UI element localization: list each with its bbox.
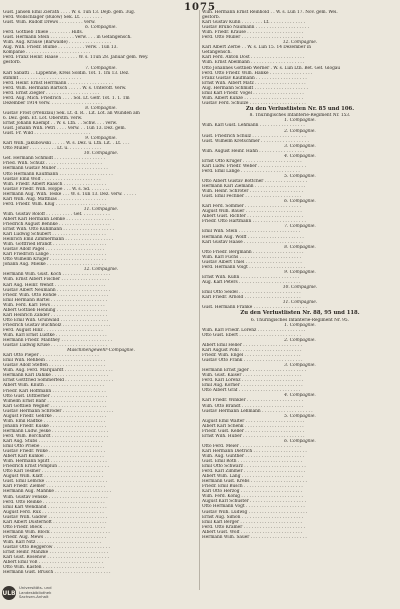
casualty-entry: Karl Wilh. Jakubowski . . . . . W. s. Dez. u. Ltn. Lit. . Lt. . . .	[3, 141, 130, 147]
casualty-entry: Wilh. Aug. Krause (Bärwalde) . . . . . . . . . . . . . . . .	[3, 40, 112, 46]
company-heading: 1. Compagnie.	[284, 322, 316, 328]
casualty-entry: Hermann Gust. Krebs . . . . . . . . . . . . . . . . . . . . .	[202, 479, 307, 485]
casualty-entry: Friedr. Wilh. Engel . . . . . . . . . . . . . . . . . . . . .	[202, 353, 301, 359]
casualty-entry: Friedr. Wilh. Otto Rohde . . . . . . . . . . . . . . . . . . .	[3, 292, 109, 298]
casualty-entry: Karl Albert Düsterhöft . . . . . . . . . . . . . . . . . . . .	[3, 519, 107, 525]
company-heading: 12. Compagnie.	[83, 267, 119, 273]
casualty-entry: Franz Gustav Kaufmann . . . . . . . . . . . . . . . . . . .	[202, 75, 307, 81]
casualty-entry: Otto Müller . . . . . . . . . . Lt. u. . . . . . . . . . . . .	[3, 146, 102, 152]
casualty-entry: Gust. Emil Lemcke . . . . . . . . . . . . . . . . . . . . . . .	[3, 479, 108, 485]
casualty-entry: Karl Sabatti . . Lippehne, Kreis Soldin. Tot. 1. 1m 13. Dez.	[3, 70, 130, 76]
casualty-entry: Gustav Frost (Prenzlau) Sek. Lt. d. R. . Lit. Lot. an Wunden am	[3, 110, 140, 116]
casualty-entry: Wilh. Heinr. Schröter . . . . . . . . . . . . . . . . . . . .	[202, 189, 304, 195]
casualty-entry: Otto Albert Graf . . . . . . . . . . . . . . . . . . . . . . .	[202, 388, 301, 394]
casualty-entry: Gef. Hermann Schmidt . . . . . . . . . . . . . . . . . . .	[3, 156, 105, 162]
casualty-entry: Wilh. Ferd. Karl Tews . . . . . . . . . . . . . . . . . . . .	[3, 302, 105, 308]
casualty-entry: Wilh. Ferd. König . . . . . . . . . . . . . . . . . . . . . . .	[202, 494, 303, 500]
company-heading: 10. Compagnie.	[282, 284, 318, 290]
casualty-entry: Wilh. Friedr. Albert Raasch . . . . . . . . . . . . . . . .	[3, 181, 107, 187]
regiment-heading: 8. Thüringisches Infanterie-Regiment Nr. 153.	[249, 113, 351, 119]
casualty-entry: gestorb.	[202, 15, 220, 21]
casualty-entry: Ferd. Otto Müller . . . . . . . . . . . . . . . . . . . . . . .	[202, 35, 304, 41]
casualty-entry: Gustav Bruno Naumann . . . . . . . . . . . . . . . . . . . .	[202, 25, 310, 31]
casualty-entry: Wilh. Karl Friedr. Lorenz . . . . . . . . . . . . . . . . . .	[202, 327, 306, 333]
casualty-entry: Otto Ferd. Meier . . . . . . . . . . . . . . . . . . . . . . .	[202, 443, 302, 449]
company-heading: 11. Compagnie.	[282, 300, 318, 306]
company-heading: 1. Compagnie.	[284, 118, 316, 124]
casualty-entry: Hermann Aug. Mahnke . . . . . . . . . . . . . . . . . . . . .	[3, 489, 112, 495]
casualty-entry: Hermann Wilh. Block . . . . . . . . . . . . . . . . . . . . . .	[3, 529, 110, 535]
casualty-entry: Friedr. Gust. Keller . . . . . . . . . . . . . . . . . . . . . .	[202, 428, 304, 434]
casualty-entry: Wilh. Karl Nitz . . . . . . . . . . . . . . . . . . . . . . . .	[3, 539, 101, 545]
casualty-entry: Gust. Wilhelm Kretschmer . . . . . . . . . . . . . . . . . .	[202, 138, 309, 144]
casualty-entry: Hermann Aug. Wilh. Teske . . . W. s. 1un 13. Dez. verw. . . . . .	[3, 191, 137, 197]
casualty-entry: Ferd. Franz Heinr. Haase . . . . . . . W. s. 11un 28. Januar gem. Wey.	[3, 55, 149, 61]
casualty-entry: Wilh. Ernst Albert Fischer . . . . . . . . . . . . . . . . . .	[3, 277, 110, 283]
company-heading: 11. Compagnie.	[83, 206, 119, 212]
casualty-entry: Karl Gust. Rosenow . . . . . . . . . . . . . . . . . . . . . . .	[3, 555, 109, 561]
left-column	[3, 10, 199, 595]
casualty-entry: Johann Aug. Mielke . . . . . . . . . . . . . . . . . . . . .	[3, 262, 104, 268]
casualty-entry: Karl Wilh. Aug. Matthias . . . . . . . . . . . . . . . . . .	[3, 196, 107, 202]
casualty-entry: 6. Dez. gem. Et. Lot. Oberstm. verw.	[3, 115, 83, 121]
casualty-entry: Friedr. Emil Busch . . . . . . . . . . . . . . . . . . . . . .	[202, 484, 303, 490]
company-heading: 9. Compagnie.	[85, 136, 117, 142]
casualty-entry: Ferd. Wilh. Hermann Bartsch . . . . . W. s. Unteroff. Verw.	[3, 85, 127, 91]
casualty-entry: Karl Ferd. Anton Dost . . . . . . . . . . . . . . . . . . . .	[202, 55, 305, 61]
casualty-entry: Karl Friedrich Lange . . . . . . . . . . . . . . . . . . . . .	[3, 252, 107, 258]
casualty-entry: Otto Albert Gustav Böttcher . . . . . . . . . . . . . . . .	[202, 179, 308, 184]
casualty-entry: Wilh. Aug. Ferd. Marquardt . . . . . . . . . . . . . . . . . .	[3, 368, 113, 374]
casualty-entry: Emil Aug. Körner . . . . . . . . . . . . . . . . . . . . . . .	[202, 383, 303, 389]
section-heading: Zu den Verlustlisten Nr. 85 und 106.	[245, 105, 355, 112]
casualty-entry: Ferd. Hermann Voigt . . . . . . . . . . . . . . . . . . . . .	[202, 264, 306, 270]
casualty-entry: Wilh. Gottfried Brandt . . . . . . . . . . . . . . . . . . . .	[3, 242, 107, 248]
casualty-entry: Wilh. August Heinr. Hahn . . . . . . . . . . . . . . . . .	[202, 148, 305, 154]
company-heading: 2. Compagnie.	[284, 337, 316, 343]
casualty-entry: Wilh. Gustav Fenske . . . . . . . . . . . . . . . . . . . . . .	[3, 494, 108, 500]
casualty-entry: Karl Friedr. Winkler . . . . . . . . . . . . . . . . . . . . .	[202, 398, 304, 404]
casualty-entry: Ferd. Wilh. Borchardt . . . . . . . . . . . . . . . . . . . . .	[3, 433, 108, 439]
casualty-entry: Friedrich Gustav Buchholz . . . . . . . . . . . . . . . . . .	[3, 322, 111, 328]
library-logo-icon: ULB	[2, 586, 16, 600]
casualty-entry: Albert Wilh. Knuth . . . . . . . . . . . . . . . . . . . . . .	[3, 383, 104, 389]
casualty-entry: Ernst Heinr. Manzke . . . . . . . . . . . . . . . . . . . . . .	[3, 550, 109, 556]
casualty-entry: Gustav Ferd. Schulze . . . . . . . . . . . . . . . . . . . . .	[202, 100, 306, 106]
casualty-entry: Emil Karl Berger . . . . . . . . . . . . . . . . . . . . . . .	[202, 519, 302, 525]
casualty-entry: Wilh. Hermann Ernst Reinhold . . W. s. Lun 17. Nov. gem. Wei.	[202, 10, 338, 15]
casualty-entry: Karl Otto Pieper . . . . . . . . . . . . . . . . . . . . . .	[3, 353, 99, 359]
casualty-entry: Wilh. Karl Gust. Lehmann . . . . . . . . . . . . . . . . .	[202, 123, 305, 129]
library-name-line: Universitäts- und	[19, 585, 52, 591]
casualty-entry: Gust. Hermann Stein . . . . . . . . . Verw. . . . in Gefangensch.	[3, 35, 132, 41]
casualty-entry: Gustav Adolf Pagel . . . . . . . . . . . . . . . . . . . . . .	[3, 247, 105, 253]
casualty-entry: Hermann Karl Ziemann . . . . . . . . . . . . . . . . . . .	[202, 184, 306, 190]
casualty-entry: Karl Albert Zerbe . . W. s. Lun 15. 14 Dezember in	[202, 45, 312, 51]
casualty-entry: Karl Gustav Kühn . . . . . . . . Lt. . . . . . . . . . . . . .	[202, 20, 306, 26]
casualty-entry: Gustav Friedr. Wilke . . . . . . . . . . . . . . . . . . . . .	[3, 449, 106, 455]
casualty-entry: Wilh. Ernst Abelmann . . . . . . . . . . . . . . . . . . . .	[202, 60, 305, 66]
casualty-entry: Wilhelm Ernst Bahr . . . . . . . . . . . . . . . . . . . . . .	[3, 398, 107, 404]
casualty-entry: Friedr. Otto Hartmann . . . . . . . . . . . . . . . . . . . .	[202, 219, 306, 225]
casualty-entry: Emil Otto Schwarz . . . . . . . . . . . . . . . . . . . . . . .	[202, 464, 306, 470]
casualty-entry: Gust. Fr. Wild . . . . . . . . . . . . . . . . . . . . .	[3, 131, 91, 137]
casualty-entry: Karl Ludwig Schubert . . . . . . . . . . . . . . . . . . . .	[3, 232, 106, 238]
casualty-entry: Emil Karl Wendland . . . . . . . . . . . . . . . . . . . . . .	[3, 504, 107, 510]
casualty-entry: Hermann Ernst Jäger . . . . . . . . . . . . . . . . . . . . .	[202, 368, 307, 374]
casualty-entry: Karl Heinrich Zander . . . . . . . . . . . . . . . . . . . . .	[3, 312, 107, 318]
casualty-entry: Wilh. Hermann Splitt . . . . . . . . . . . . . . . . . . . . .	[3, 459, 107, 465]
casualty-entry: Otto Wilhelm Krüger . . . . . . . . . . . . . . . . . . . . .	[3, 257, 106, 263]
company-heading: 7. Compagnie.	[284, 224, 316, 230]
casualty-entry: Aug. Karl Peters . . . . . . . . . . . . . . . . . . . . . . .	[202, 279, 301, 285]
casualty-entry: Ernst Johann Kaempf . . W. s. Ltn. . . Schw. . . . verw.	[3, 121, 118, 127]
casualty-entry: Wilh. Otto Brandt . . . . . . . . . . . . . . . . . . . . . . .	[202, 403, 304, 409]
casualty-entry: Aug. Hermann Schmidt . . . . . . . . . . . . . . . . . . . .	[202, 85, 308, 91]
casualty-entry: Wilh. Aug. Günther . . . . . . . . . . . . . . . . . . . . . .	[202, 453, 305, 459]
casualty-entry: Hermann Gustav Müller . . . . . . . . . . . . . . . . . . .	[3, 166, 108, 172]
casualty-entry: Gustav Albert Thiel . . . . . . . . . . . . . . . . . . . . .	[202, 259, 302, 265]
casualty-entry: Gust. Wilh. Rudolf Drews . . . . . . . . . verw.	[3, 20, 96, 26]
casualty-entry: Ernst Wilh. Otto Kuhlmann . . . . . . . . . . . . . . . . . . .	[3, 227, 114, 233]
company-heading: 8. Compagnie.	[284, 244, 316, 250]
casualty-entry: Emil Wilh. Stein . . . . . . . . . . . . . . . . . . . . . . .	[202, 229, 301, 235]
casualty-entry: Albert Emil Voß . . . . . . . . . . . . . . . . . . . . . . . .	[3, 560, 103, 566]
casualty-entry: Hermann Wilh. Sauer . . . . . . . . . . . . . . . . . . . . .	[202, 534, 307, 540]
casualty-entry: Karl Friedr. Arnold . . . . . . . . . . . . . . . . . . . . .	[202, 295, 301, 301]
casualty-entry: Gustav Emil Wolf . . . . . . . . . . . . . . . . . . . . . .	[3, 176, 101, 182]
casualty-entry: Gustav Ludwig Kruse . . . . . . . . . . . . . . . . . . . . .	[3, 343, 108, 349]
casualty-entry: Hermann Friedr. Manthey . . . . . . . . . . . . . . . . . . .	[3, 338, 112, 344]
casualty-entry: August Ferd. Rux . . . . . . . . . . . . . . . . . . . . . . .	[3, 509, 104, 515]
casualty-entry: Gust. Emil Roth . . . . . . . . . . . . . . . . . . . . . . . .	[202, 459, 303, 465]
casualty-entry: Wilh. Gust. Kaiser . . . . . . . . . . . . . . . . . . . . . .	[202, 373, 302, 379]
casualty-entry: Otto Friedr. Bleck . . . . . . . . . . . . . . . . . . . . . . .	[3, 524, 105, 530]
section-heading: Zu den Verlustlisten Nr. 88, 95 und 118.	[240, 310, 360, 317]
casualty-entry: Gustav Friedr. Wilh. Hoppe . . . W. s. Sd. . . . . . . .	[3, 186, 110, 192]
casualty-entry: Otto Emil Wilh. Grunwald . . . . . . . . . . . . . . . . . .	[3, 317, 109, 323]
casualty-entry: Gust. Hermann Franke . . . . . . . . . . . . . . . . . . . .	[202, 305, 307, 311]
company-heading: 6. Compagnie.	[284, 438, 316, 444]
casualty-entry: Ferd. Karl Lorenz . . . . . . . . . . . . . . . . . . . . . . .	[202, 378, 304, 384]
casualty-entry: Ferd. August Hinz . . . . . . . . . . . . . . . . . . . . . .	[3, 327, 103, 333]
company-heading: 6. Compagnie.	[85, 25, 117, 31]
casualty-entry: Otto Karl Tesmer . . . . . . . . . . . . . . . . . . . . . . .	[3, 469, 104, 475]
casualty-entry: August Karl Schuster . . . . . . . . . . . . . . . . . . . . .	[202, 499, 307, 505]
company-heading: 5. Compagnie.	[284, 173, 316, 179]
casualty-entry: Karl Gottlieb Wegner . . . . . . . . . . . . . . . . . . . . .	[3, 403, 107, 409]
casualty-entry: Albert Gust. Wolf . . . . . . . . . . . . . . . . . . . . . . .	[202, 529, 303, 535]
casualty-entry: Wilh. Albert Kunze . . . . . . . . . . . . . . . . . . . . . .	[202, 95, 304, 101]
casualty-entry: Ferd. Otto Friedr. Wilh. Hanke . . . . . . . . . . . . . . . .	[202, 70, 313, 76]
casualty-entry: Albert Gust. Richter . . . . . . . . . . . . . . . . . . . . .	[202, 214, 304, 220]
casualty-entry: Gefangensch.	[202, 50, 232, 56]
casualty-entry: Ferd. Heinr. Ernst Herrmann . . . . . . . . . . . . . . . . .	[3, 80, 113, 86]
casualty-entry: Karl Ferd. Sommer . . . . . . . . . . . . . . . . . . . . .	[202, 204, 302, 210]
company-heading: 12. Compagnie.	[282, 40, 318, 46]
casualty-entry: Albert Karl Schenk . . . . . . . . . . . . . . . . . . . . . .	[202, 423, 304, 429]
company-heading: 10. Compagnie.	[83, 151, 119, 157]
casualty-entry: Emil Wilh. Rehbein . . . . . . . . . . . . . . . . . . . . . .	[3, 358, 105, 364]
casualty-entry: stimmt . . . . . . . . . . . . . . . . . . . . . . .	[3, 75, 82, 81]
company-heading: Maschinengewehr-Compagnie.	[67, 348, 135, 354]
casualty-entry: Karl Aug. Stübs . . . . . . . . . . . . . . . . . . . . . . . .	[3, 438, 103, 444]
library-footer	[2, 586, 122, 600]
company-heading: 5. Compagnie.	[284, 413, 316, 419]
company-heading: 6. Compagnie.	[284, 199, 316, 205]
casualty-entry: Ernst Otto Krüger . . . . . . . . . . . . . . . . . . . . . .	[202, 158, 302, 164]
casualty-entry: Aug. Wilh. Friedr. Blume . . . . . . . . . . verw. . 1un 13.	[3, 45, 118, 51]
company-heading: 9. Compagnie.	[284, 269, 316, 275]
casualty-entry: Gustav Wilh. Gadow . . . . . . . . . . . . . . . . . . . . . .	[3, 514, 108, 520]
casualty-entry: Karl Aug. Heinr. Wendt . . . . . . . . . . . . . . . . . . .	[3, 282, 106, 288]
casualty-entry: Karl Otto Herzog . . . . . . . . . . . . . . . . . . . . . . .	[202, 489, 303, 495]
casualty-entry: gestorb.	[3, 60, 21, 66]
company-heading: 3. Compagnie.	[284, 143, 316, 149]
company-heading: 4. Compagnie.	[284, 153, 316, 159]
casualty-entry: Ernst Wilh. Huber . . . . . . . . . . . . . . . . . . . . . . .	[202, 433, 305, 439]
casualty-entry: August Wilh. Klatt . . . . . . . . . . . . . . . . . . . . . .	[3, 474, 103, 480]
casualty-entry: Ferd. Otto Reinke . . . . . . . . . . . . . . . . . . . . . . .	[3, 499, 105, 505]
casualty-entry: Wilh. Friedr. Krause . . . . . . . . . . . . . . . . . . . . .	[202, 30, 304, 36]
casualty-entry: Wilh. Gustav Roloff . . . . . . . . . . Gef. . . . . . . . . . .	[3, 211, 110, 217]
company-heading: 8. Compagnie.	[85, 105, 117, 111]
casualty-entry: Emil Karl Friedr. Vogel . . . . . . . . . . . . . . . . . . .	[202, 90, 304, 96]
casualty-entry: Gustav Hermann Schröder . . . . . . . . . . . . . . . . . . .	[3, 408, 114, 414]
casualty-entry: Gust. Friedrich Schulz . . . . . . . . . . . . . . . . . . . .	[202, 133, 306, 139]
regiment-heading: 6. Thüringisches Infanterie-Regiment Nr. 95.	[250, 317, 350, 323]
casualty-entry: Friedrich August Behnke . . . . . . . . . . . . . . . . . . .	[3, 221, 110, 227]
casualty-entry: Hermann Wilh. Gust. Koch . . . . . . . . . . . . . . . . . .	[3, 272, 111, 278]
library-name-line: Landesbibliothek	[19, 589, 52, 595]
casualty-entry: Dezember 1914 verw. . . . . . . . . . . . . . . . . . . .	[3, 100, 103, 106]
casualty-entry: August Friedr. Gehrke . . . . . . . . . . . . . . . . . . . .	[3, 413, 107, 419]
casualty-entry: Karl August Pohl . . . . . . . . . . . . . . . . . . . . . . .	[202, 348, 302, 353]
casualty-entry: Otto Gust. Ebert . . . . . . . . . . . . . . . . . . . . . . .	[202, 332, 301, 338]
casualty-entry: Gust. Johann Wilh. Petri . . . . Verw. . . 1un 13. Dez. gem.	[3, 126, 126, 132]
casualty-entry: Karl Gustav Haase . . . . . . . . . . . . . . . . . . . . . .	[202, 239, 303, 245]
casualty-entry: Karl Ludw. Friedr. Weber . . . . . . . . . . . . . . . . . .	[202, 163, 306, 169]
right-column	[202, 10, 398, 595]
casualty-entry: August Emil Walter . . . . . . . . . . . . . . . . . . . . . .	[202, 418, 305, 424]
casualty-entry: Gust. Emil Fechner . . . . . . . . . . . . . . . . . . . . .	[202, 194, 302, 200]
page-number: 1075	[184, 2, 216, 13]
casualty-entry: Albert Karl Kunkel . . . . . . . . . . . . . . . . . . . . . .	[3, 454, 104, 460]
casualty-entry: Hermann Aug. Wolff . . . . . . . . . . . . . . . . . . . . .	[202, 234, 304, 240]
casualty-entry: Otto Hermann Kaufmann . . . . . . . . . . . . . . . . . . . .	[3, 171, 113, 177]
casualty-entry: Ernst Wilh. Albert Matz . . . . . . . . . . . . . . . . . . .	[202, 80, 306, 86]
company-heading: 2. Compagnie.	[284, 128, 316, 134]
casualty-entry: Ferd. Karl Zimmer . . . . . . . . . . . . . . . . . . . . . . .	[202, 469, 306, 475]
casualty-entry: Emil Otto Priebe . . . . . . . . . . . . . . . . . . . . . . .	[3, 444, 103, 450]
casualty-entry: Friedr. Aug. Mews . . . . . . . . . . . . . . . . . . . . . . .	[3, 534, 107, 540]
column-divider	[199, 10, 200, 590]
casualty-entry: Heinrich Emil Zimmermann . . . . . . . . . . . . . . . . . .	[3, 237, 114, 243]
casualty-entry: Gust. Jansen Emil Zierath . . . . W. s. 1un 13. Dejb. gem. 3ug.	[3, 10, 136, 15]
company-heading: 7. Compagnie.	[85, 65, 117, 71]
casualty-entry: Ferd. Ernst Ziegler . . . . . . . . . . . . . . . . . . . .	[3, 90, 100, 96]
casualty-entry: Ernst Aug. Simon . . . . . . . . . . . . . . . . . . . . . . .	[202, 514, 304, 520]
casualty-entry: Gustav Otto Frank . . . . . . . . . . . . . . . . . . . . . .	[202, 358, 303, 364]
casualty-entry: Ferd. Aug. Mich. Friedrich . . . . Sol. Lt. Gefr. Tot. 1. 1. 1m	[3, 95, 130, 101]
casualty-entry: Kompanie . . . . . . . . . . . . . . . . . . . . . . . .	[3, 50, 91, 56]
casualty-entry: Wilh. Emil Radtke . . . . . . . . . . . . . . . . . . . . . . .	[3, 418, 106, 424]
casualty-entry: Ferd. Emil Lange . . . . . . . . . . . . . . . . . . . . . .	[202, 168, 300, 174]
casualty-entry: Friedr. Karl Hoffmann . . . . . . . . . . . . . . . . . . . .	[3, 388, 106, 394]
casualty-entry: Otto Wilh. Kasten . . . . . . . . . . . . . . . . . . . . . . .	[3, 565, 105, 571]
casualty-entry: Albert Emil Heller . . . . . . . . . . . . . . . . . . . . . .	[202, 342, 302, 348]
casualty-entry: Otto Friedr. Bergmann . . . . . . . . . . . . . . . . . . .	[202, 249, 304, 255]
casualty-entry: Gustav Albert Neumann . . . . . . . . . . . . . . . . . . . .	[3, 287, 111, 293]
casualty-entry: Gustav Hermann Lehmann . . . . . . . . . . . . . . . . . . .	[202, 408, 313, 414]
casualty-entry: Ernst Gottfried Sommerfeld . . . . . . . . . . . . . . . . . .	[3, 378, 114, 384]
casualty-entry: August Wilh. Bauer . . . . . . . . . . . . . . . . . . . . .	[202, 209, 302, 215]
casualty-entry: Ernst Wilh. Kuhn . . . . . . . . . . . . . . . . . . . . . .	[202, 274, 300, 280]
casualty-entry: Gustav Otto Beggerow . . . . . . . . . . . . . . . . . . . . .	[3, 544, 110, 550]
casualty-entry: Wilh. Karl Fuchs . . . . . . . . . . . . . . . . . . . . . . .	[202, 254, 302, 260]
company-heading: 3. Compagnie.	[284, 363, 316, 369]
casualty-entry: Otto Johannes Gottlieb Werner . W. s. Lun Ltn. Bet. Gef. Glogau	[202, 65, 341, 71]
casualty-entry: Ferd. Friedr. Wilh. Klug . . . . . . . . . . . . . . . . . . .	[3, 201, 107, 207]
casualty-entry: Emil Otto Seidel . . . . . . . . . . . . . . . . . . . . . . .	[202, 290, 301, 296]
casualty-entry: Hermann Ludw. Jeske . . . . . . . . . . . . . . . . . . . . .	[3, 428, 109, 434]
casualty-entry: Ferd. Wollschläger (Bülow) Sek. Lt. . . . . . . . .	[3, 15, 103, 21]
company-heading: 4. Compagnie.	[284, 393, 316, 399]
library-name	[19, 586, 52, 600]
casualty-entry: Albert Gottlieb Henning . . . . . . . . . . . . . . . . . . .	[3, 307, 108, 313]
casualty-entry: Friedrich Ernst Pomplun . . . . . . . . . . . . . . . . . . .	[3, 464, 109, 470]
library-name-line: Sachsen-Anhalt	[19, 594, 49, 600]
casualty-entry: Gustav Adolf Steffen . . . . . . . . . . . . . . . . . . . . .	[3, 363, 106, 369]
casualty-entry: Gustav Wilh. Ludwig . . . . . . . . . . . . . . . . . . . . . .	[202, 509, 308, 515]
casualty-entry: Albert Karl Hermann Lemke . . . . . . . . . . . . . . . . . .	[3, 216, 115, 222]
casualty-entry: Hermann Karl Dahlke . . . . . . . . . . . . . . . . . . . . .	[3, 373, 109, 379]
casualty-entry: Otto Gust. Dittberner . . . . . . . . . . . . . . . . . . . . .	[3, 393, 108, 399]
casualty-entry: Wilh. Karl Ernst Lüdtke . . . . . . . . . . . . . . . . . . .	[3, 333, 107, 338]
casualty-entry: Johann Friedr. Kuske . . . . . . . . . . . . . . . . . . . . .	[3, 423, 107, 429]
casualty-entry: Emil Hermann Bartel . . . . . . . . . . . . . . . . . . . . .	[3, 297, 107, 303]
casualty-entry: Ferd. Otto Krämer . . . . . . . . . . . . . . . . . . . . . . .	[202, 524, 306, 530]
casualty-entry: Karl Friedr. Ziemer . . . . . . . . . . . . . . . . . . . . . .	[3, 484, 106, 490]
casualty-entry: Karl Hermann Dietrich . . . . . . . . . . . . . . . . . . . .	[202, 448, 307, 454]
casualty-entry: Otto Hermann Vogt . . . . . . . . . . . . . . . . . . . . . .	[202, 504, 305, 510]
casualty-entry: Fried. Wilh. Schulz . . . . . . . . . . . . . . . . . . . . .	[3, 161, 102, 167]
casualty-entry: Ferd. Gottlieb Thiele . . . . . . . . Hilfs.	[3, 30, 84, 36]
casualty-entry: Albert Wilh. Lang . . . . . . . . . . . . . . . . . . . . . . .	[202, 474, 304, 480]
casualty-entry: Hermann Gust. Brüsch . . . . . . . . . . . . . . . . . . . . .	[3, 570, 111, 576]
